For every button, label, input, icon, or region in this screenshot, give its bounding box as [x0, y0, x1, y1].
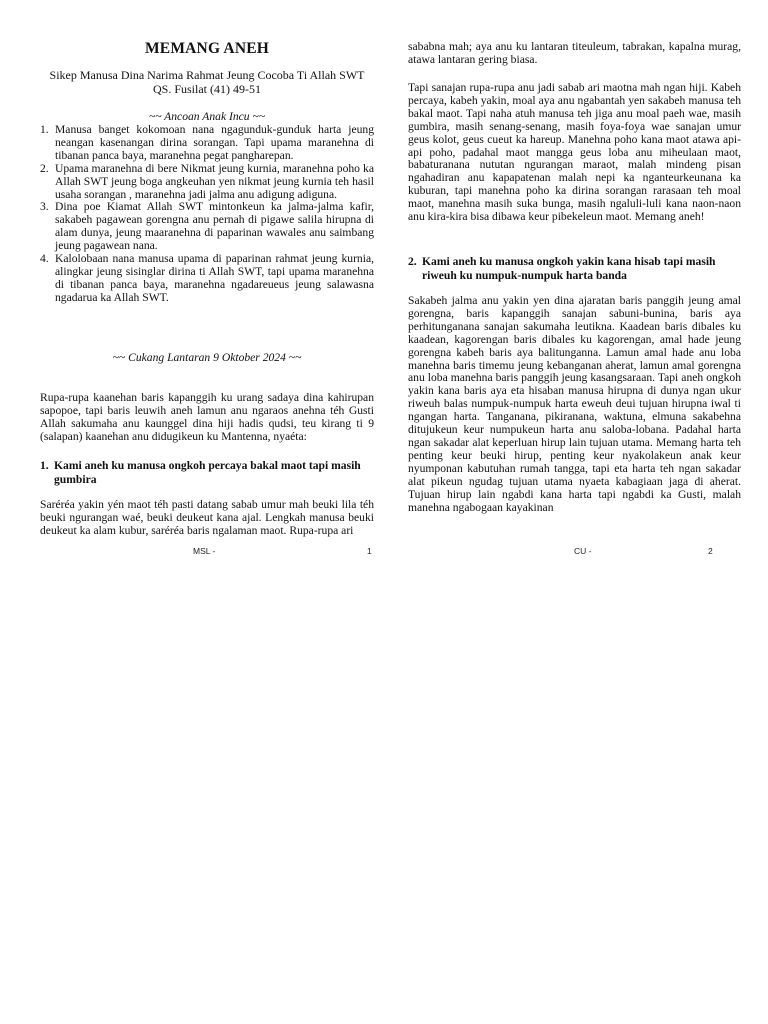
summary-list [40, 124, 374, 305]
list-item: 1. Manusa banget kokomoan nana ngagunduk-gunduk harta jeung neangan kasenangan dirina sorangan. Tapi upama maranehna di tibanan panca baya, maranehna pegat pangharepan. [40, 123, 374, 162]
footer-label: MSL - [193, 546, 216, 556]
body-paragraph: Sakabeh jalma anu yakin yen dina ajaratan baris panggih jeung amal gorengna, baris kapanggih sanajan sabuni-bunina, baris aya perhitunganana sanajan sakumaha leutikna. Kaadean baris dibales ku kaadean, kagorengan baris dibales ku kagorengan, amal hade jeung gorengna kabeh baris aya balitunganna. Lamun amal hade anu loba manehna baris timemu jeung kebanganan aherat, lamun amal gorengna anu loba manehna baris panggih jeung kasangsaraan. Tapi aneh ongkoh yakin kana baris aya eta hisaban manusa hirupna di dunya ngan ukur riweuh balas numpuk-numpuk harta eweuh deui tujuan hirupna iwal ti ngangan harta. Tanganana, pikiranana, waktuna, elmuna sakabehna ditujukeun keur numpukeun harta anu saloba-lobana. Padahal harta ngan sakadar alat keperluan hirup lain tujuan utama. Memang harta teh penting keur beuki hirup, penting keur nyakolakeun anak keur nyumponan kabutuhan rumah tangga, tapi eta harta teh ngan sakadar alat pikeun ngudag tujuan utama nyaeta kabagiaan jaga di aherat. Tujuan hirup lain ngabdi kana harta tapi ngabdi ka Gusti, malah manehna ngabogaan kayakinan [408, 294, 741, 514]
document-title: MEMANG ANEH [144, 40, 270, 57]
body-paragraph: Saréréa yakin yén maot téh pasti datang sabab umur mah beuki lila téh beuki ngurangan waé, beuki deukeut kana ajal. Lengkah manusa beuki deukeut ka alam kubur, saréréa baris ngalaman maot. Rupa-rupa ari [40, 498, 374, 537]
subtitle-line-1: Sikep Manusa Dina Narima Rahmat Jeung Cocoba Ti Allah SWT [49, 68, 365, 82]
dedication-line: ~~ Ancoan Anak Incu ~~ [148, 110, 266, 123]
list-item: 3. Dina poe Kiamat Allah SWT mintonkeun ka jalma-jalma kafir, sakabeh pagawean gorengna anu pernah di pigawe salila hirupna di alam dunya, jeung maaranehna di paparinan wawales anu saimbang jeung pagawean nana. [40, 200, 374, 253]
page-number: 1 [367, 546, 372, 556]
section-heading-2: 2. Kami aneh ku manusa ongkoh yakin kana hisab tapi masih riweuh ku numpuk-numpuk harta banda [408, 255, 716, 282]
left-page [40, 0, 374, 560]
subtitle-line-2: QS. Fusilat (41) 49-51 [153, 82, 261, 96]
section-heading-1: 1. Kami aneh ku manusa ongkoh percaya bakal maot tapi masih gumbira [40, 459, 361, 486]
list-item: 2. Upama maranehna di bere Nikmat jeung kurnia, maranehna poho ka Allah SWT jeung boga angkeuhan yen nikmat jeung kurnia teh hasil usaha sorangan , maranehna jadi jalma anu adigung adiguna. [40, 161, 374, 201]
body-paragraph: sababna mah; aya anu ku lantaran titeuleum, tabrakan, kapalna murag, atawa lantaran gering biasa. [408, 40, 741, 66]
list-item: 4. Kalolobaan nana manusa upama di paparinan rahmat jeung kurnia, alingkar jeung sisinglar dirina ti Allah SWT, tapi upama maranehna di tibanan panca baya, maranehna ngadareueus jeung salawasna ngadarua ka Allah SWT. [40, 252, 374, 304]
intro-paragraph: Rupa-rupa kaanehan baris kapanggih ku urang sadaya dina kahirupan sapopoe, tapi baris leuwih aneh lamun anu ngaraos anehna téh Gusti Allah sakumaha anu kaunggel dina hiji hadis qudsi, teu kirang ti 9 (salapan) kaanehan anu didugikeun ku Mantenna, nyaéta: [40, 391, 374, 443]
footer-label: CU - [574, 546, 592, 556]
right-page [408, 0, 741, 560]
document-subtitle [40, 68, 374, 96]
body-paragraph: Tapi sanajan rupa-rupa anu jadi sabab ari maotna mah ngan hiji. Kabeh percaya, kabeh yakin, moal aya anu ngabantah yen sakabeh manusa teh bakal maot. Tapi naha atuh manusa teh jiga anu moal paeh wae, masih gumbira, masih senang-senang, masih foya-foya wae sanajan umur geus kolot, geus cueut ka hareup. Manehna poho kana maot atawa api-api poho, padahal maot mangga geus loba anu miheulaan maot, babaturanana nututan ngurangan maraot, malah mindeng pisan ngahadiran anu kapapatenan malah nepi ka nganteurkeunana ka kuburan, tapi manehna poho ka dirina sorangan rarasaan teh moal maot, manehna masih suka bunga, masih ngaluli-luli kana naon-naon anu kira-kira bisa dibawa keur pibekeleun maot. Memang aneh! [408, 81, 741, 224]
page-number: 2 [708, 546, 713, 556]
date-line: ~~ Cukang Lantaran 9 Oktober 2024 ~~ [112, 351, 302, 364]
